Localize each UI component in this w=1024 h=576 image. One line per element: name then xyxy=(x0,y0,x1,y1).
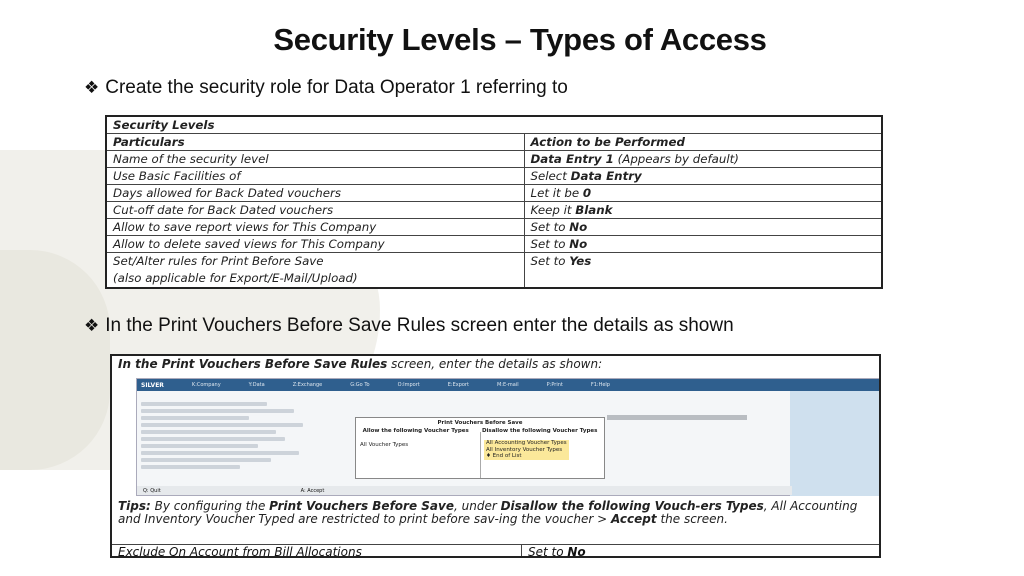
quit-key: Q: Quit xyxy=(143,487,161,494)
cell-particular: Name of the security level xyxy=(106,150,524,167)
cell-action: Let it be 0 xyxy=(524,184,882,201)
menu-item: Z:Exchange xyxy=(292,382,323,388)
cell-particular: Cut-off date for Back Dated vouchers xyxy=(106,201,524,218)
disallow-list xyxy=(484,440,569,460)
menu-item: P:Print xyxy=(546,382,563,388)
cell-action: Set to Yes xyxy=(524,252,882,288)
header-action: Action to be Performed xyxy=(524,133,882,150)
table-row xyxy=(106,201,882,218)
allow-item: All Voucher Types xyxy=(360,442,409,448)
diamond-bullet-icon: ❖ xyxy=(84,316,100,335)
panel-heading: In the Print Vouchers Before Save Rules screen, enter the details as shown: xyxy=(118,357,603,371)
exclude-row xyxy=(112,544,881,558)
cell-particular: Days allowed for Back Dated vouchers xyxy=(106,184,524,201)
exclude-label: Exclude On Account from Bill Allocations xyxy=(112,545,522,558)
slide-title: Security Levels – Types of Access xyxy=(273,22,767,57)
table-row xyxy=(106,252,882,288)
menu-item: E:Export xyxy=(447,382,469,388)
print-vouchers-dialog xyxy=(355,417,605,479)
bullet-create-role xyxy=(84,77,568,99)
menu-item: K:Company xyxy=(191,382,221,388)
table-row xyxy=(106,218,882,235)
table-row xyxy=(106,184,882,201)
cell-action: Set to No xyxy=(524,218,882,235)
header-particulars: Particulars xyxy=(106,133,524,150)
brand-label: SILVER xyxy=(141,381,164,389)
print-rules-panel xyxy=(110,354,881,558)
bullet-text: Create the security role for Data Operator 1 referring to xyxy=(105,77,568,98)
list-item: All Accounting Voucher Types xyxy=(486,440,567,446)
cell-particular: Set/Alter rules for Print Before Save (also applicable for Export/E-Mail/Upload) xyxy=(106,252,524,288)
cell-action: Keep it Blank xyxy=(524,201,882,218)
table-caption: Security Levels xyxy=(106,116,882,133)
faded-form-lines xyxy=(141,399,321,472)
bullet-print-vouchers xyxy=(84,315,734,337)
menu-item: Y:Data xyxy=(248,382,265,388)
cell-particular: Allow to delete saved views for This Company xyxy=(106,235,524,252)
screenshot-button-bar xyxy=(790,391,880,496)
diamond-bullet-icon: ❖ xyxy=(84,78,100,97)
faded-field xyxy=(607,415,747,420)
exclude-action: Set to No xyxy=(528,545,586,558)
cell-action: Set to No xyxy=(524,235,882,252)
bullet-text: In the Print Vouchers Before Save Rules screen enter the details as shown xyxy=(105,315,734,336)
security-levels-table xyxy=(105,115,883,289)
menu-item: F1:Help xyxy=(590,382,610,388)
cell-particular: Use Basic Facilities of xyxy=(106,167,524,184)
tally-screenshot xyxy=(136,378,881,496)
list-item: All Inventory Voucher Types xyxy=(484,447,569,454)
col-disallow: Disallow the following Voucher Types xyxy=(481,428,598,434)
screenshot-menubar xyxy=(137,379,880,391)
dialog-title: Print Vouchers Before Save xyxy=(437,420,523,426)
tips-text: Tips: By configuring the Print Vouchers Before Save, under Disallow the following Vouch-ers Types, All Accounting and Inventory Voucher Typed are restricted to print before sav-ing the voucher > Accept the screen. xyxy=(118,499,858,526)
cell-action: Data Entry 1 (Appears by default) xyxy=(524,150,882,167)
accept-key: A: Accept xyxy=(300,487,325,494)
menu-item: O:Import xyxy=(397,382,420,388)
table-row xyxy=(106,167,882,184)
cell-action: Select Data Entry xyxy=(524,167,882,184)
screenshot-bottom-bar xyxy=(137,486,792,495)
table-row xyxy=(106,150,882,167)
table-row xyxy=(106,235,882,252)
list-item: ♦ End of List xyxy=(484,453,569,460)
menu-item: M:E-mail xyxy=(496,382,519,388)
menu-item: G:Go To xyxy=(350,382,370,388)
col-allow: Allow the following Voucher Types xyxy=(362,428,469,434)
cell-particular: Allow to save report views for This Company xyxy=(106,218,524,235)
background-shape-accent xyxy=(0,250,110,470)
